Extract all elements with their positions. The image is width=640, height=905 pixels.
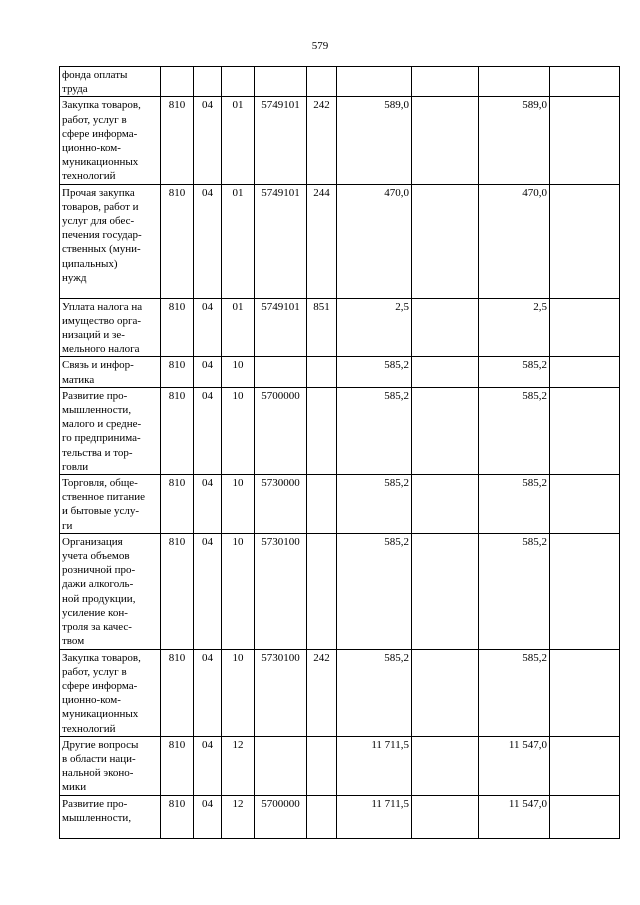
expense-type-cell (307, 357, 337, 387)
section-code-cell: 04 (194, 97, 222, 184)
section-code-cell: 04 (194, 649, 222, 736)
amount-3-cell: 11 547,0 (479, 736, 550, 795)
expense-type-cell (307, 533, 337, 649)
amount-3-cell: 585,2 (479, 357, 550, 387)
table-row (60, 67, 620, 97)
subsection-code-cell: 10 (222, 533, 255, 649)
amount-3-cell: 585,2 (479, 475, 550, 534)
row-name-cell: фонда оплаты труда (60, 67, 161, 97)
table-row (60, 357, 620, 387)
row-name-cell: Другие вопросы в области наци- нальной эконо- мики (60, 736, 161, 795)
section-code-cell: 04 (194, 736, 222, 795)
amount-3-cell: 11 547,0 (479, 795, 550, 838)
table-row (60, 736, 620, 795)
amount-3-cell: 585,2 (479, 533, 550, 649)
target-article-cell (255, 736, 307, 795)
amount-1-cell: 589,0 (337, 97, 412, 184)
subsection-code-cell: 01 (222, 298, 255, 357)
section-code-cell: 04 (194, 298, 222, 357)
subsection-code-cell: 01 (222, 97, 255, 184)
subsection-code-cell (222, 67, 255, 97)
target-article-cell: 5749101 (255, 97, 307, 184)
amount-2-cell (412, 184, 479, 298)
amount-1-cell (337, 67, 412, 97)
amount-3-cell: 470,0 (479, 184, 550, 298)
expense-type-cell (307, 475, 337, 534)
amount-3-cell (479, 67, 550, 97)
amount-1-cell: 585,2 (337, 533, 412, 649)
amount-4-cell (550, 533, 620, 649)
amount-4-cell (550, 475, 620, 534)
row-name-cell: Организация учета объемов розничной про- дажи алкоголь- ной продукции, усиление кон- троля за качес- твом (60, 533, 161, 649)
expense-type-cell (307, 795, 337, 838)
target-article-cell: 5749101 (255, 184, 307, 298)
table-row (60, 97, 620, 184)
amount-1-cell: 11 711,5 (337, 795, 412, 838)
amount-2-cell (412, 387, 479, 474)
amount-1-cell: 470,0 (337, 184, 412, 298)
section-code-cell: 04 (194, 533, 222, 649)
amount-4-cell (550, 387, 620, 474)
expense-type-cell: 851 (307, 298, 337, 357)
row-name-cell: Прочая закупка товаров, работ и услуг для обес- печения государ- ственных (муни- ципальных) нужд (60, 184, 161, 298)
row-name-cell: Торговля, обще- ственное питание и бытовые услу- ги (60, 475, 161, 534)
subsection-code-cell: 10 (222, 387, 255, 474)
admin-code-cell: 810 (161, 184, 194, 298)
amount-2-cell (412, 67, 479, 97)
admin-code-cell: 810 (161, 533, 194, 649)
section-code-cell: 04 (194, 184, 222, 298)
subsection-code-cell: 10 (222, 475, 255, 534)
target-article-cell: 5700000 (255, 387, 307, 474)
section-code-cell: 04 (194, 387, 222, 474)
expense-type-cell (307, 387, 337, 474)
subsection-code-cell: 10 (222, 357, 255, 387)
budget-table (59, 66, 620, 839)
subsection-code-cell: 01 (222, 184, 255, 298)
amount-1-cell: 585,2 (337, 357, 412, 387)
amount-1-cell: 585,2 (337, 387, 412, 474)
expense-type-cell (307, 67, 337, 97)
table-row (60, 475, 620, 534)
row-name-cell: Развитие про- мышленности, малого и средне- го предпринима- тельства и тор- говли (60, 387, 161, 474)
amount-4-cell (550, 357, 620, 387)
target-article-cell: 5730100 (255, 533, 307, 649)
section-code-cell: 04 (194, 795, 222, 838)
target-article-cell: 5749101 (255, 298, 307, 357)
subsection-code-cell: 12 (222, 795, 255, 838)
expense-type-cell: 242 (307, 649, 337, 736)
amount-4-cell (550, 649, 620, 736)
amount-2-cell (412, 533, 479, 649)
table-row (60, 795, 620, 838)
row-name-cell: Закупка товаров, работ, услуг в сфере информа- ционно-ком- муникационных технологий (60, 649, 161, 736)
target-article-cell: 5730100 (255, 649, 307, 736)
amount-2-cell (412, 298, 479, 357)
expense-type-cell (307, 736, 337, 795)
subsection-code-cell: 10 (222, 649, 255, 736)
amount-2-cell (412, 795, 479, 838)
table-row (60, 533, 620, 649)
admin-code-cell: 810 (161, 795, 194, 838)
amount-1-cell: 11 711,5 (337, 736, 412, 795)
expense-type-cell: 242 (307, 97, 337, 184)
admin-code-cell: 810 (161, 357, 194, 387)
amount-1-cell: 585,2 (337, 475, 412, 534)
target-article-cell (255, 67, 307, 97)
target-article-cell (255, 357, 307, 387)
page-number: 579 (311, 40, 329, 52)
amount-4-cell (550, 67, 620, 97)
section-code-cell: 04 (194, 357, 222, 387)
section-code-cell (194, 67, 222, 97)
admin-code-cell: 810 (161, 649, 194, 736)
admin-code-cell: 810 (161, 475, 194, 534)
table-row (60, 387, 620, 474)
amount-4-cell (550, 97, 620, 184)
amount-1-cell: 2,5 (337, 298, 412, 357)
admin-code-cell: 810 (161, 387, 194, 474)
row-name-cell: Уплата налога на имущество орга- низаций и зе- мельного налога (60, 298, 161, 357)
table-row (60, 649, 620, 736)
amount-1-cell: 585,2 (337, 649, 412, 736)
target-article-cell: 5700000 (255, 795, 307, 838)
admin-code-cell: 810 (161, 97, 194, 184)
amount-4-cell (550, 795, 620, 838)
amount-2-cell (412, 475, 479, 534)
table-row (60, 298, 620, 357)
section-code-cell: 04 (194, 475, 222, 534)
amount-2-cell (412, 97, 479, 184)
amount-3-cell: 585,2 (479, 649, 550, 736)
amount-3-cell: 2,5 (479, 298, 550, 357)
admin-code-cell: 810 (161, 298, 194, 357)
amount-4-cell (550, 736, 620, 795)
row-name-cell: Связь и инфор- матика (60, 357, 161, 387)
table-row (60, 184, 620, 298)
amount-2-cell (412, 649, 479, 736)
expense-type-cell: 244 (307, 184, 337, 298)
admin-code-cell: 810 (161, 736, 194, 795)
table-body (60, 67, 620, 839)
amount-3-cell: 589,0 (479, 97, 550, 184)
amount-2-cell (412, 357, 479, 387)
subsection-code-cell: 12 (222, 736, 255, 795)
row-name-cell: Развитие про- мышленности, (60, 795, 161, 838)
amount-4-cell (550, 298, 620, 357)
admin-code-cell (161, 67, 194, 97)
row-name-cell: Закупка товаров, работ, услуг в сфере информа- ционно-ком- муникационных технологий (60, 97, 161, 184)
amount-4-cell (550, 184, 620, 298)
amount-2-cell (412, 736, 479, 795)
amount-3-cell: 585,2 (479, 387, 550, 474)
target-article-cell: 5730000 (255, 475, 307, 534)
